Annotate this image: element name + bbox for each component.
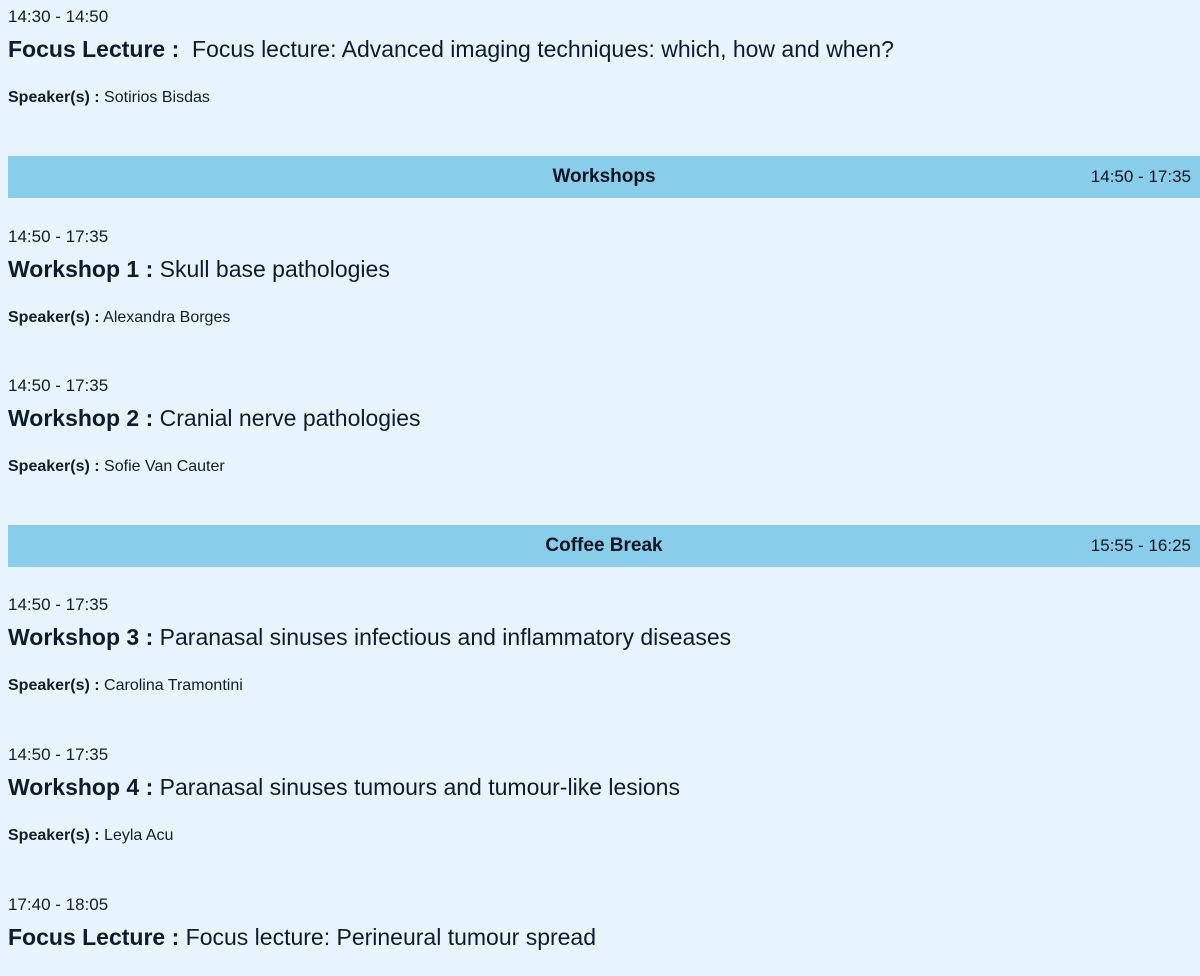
session-focus-lecture-advanced-imaging xyxy=(8,7,1192,108)
session-workshop-4 xyxy=(8,745,1192,846)
session-type: Workshop 2 : xyxy=(8,405,154,431)
session-time: 14:50 - 17:35 xyxy=(8,227,109,246)
session-type: Workshop 4 : xyxy=(8,774,154,800)
session-title-line xyxy=(8,622,1192,652)
section-bar-coffee-break xyxy=(8,525,1200,567)
section-bar-time: 14:50 - 17:35 xyxy=(1090,167,1191,186)
session-title-line xyxy=(8,403,1192,433)
speaker-name: Alexandra Borges xyxy=(103,309,231,326)
speaker-label: Speaker(s) : xyxy=(8,89,100,106)
session-title: Cranial nerve pathologies xyxy=(159,405,421,431)
session-speaker xyxy=(8,457,1192,477)
speaker-label: Speaker(s) : xyxy=(8,677,100,694)
session-speaker xyxy=(8,88,1192,108)
session-title-line xyxy=(8,922,1192,952)
session-workshop-3 xyxy=(8,595,1192,696)
speaker-label: Speaker(s) : xyxy=(8,309,100,326)
session-speaker xyxy=(8,676,1192,696)
session-title-line xyxy=(8,772,1192,802)
session-title: Paranasal sinuses infectious and inflammatory diseases xyxy=(159,624,732,650)
speaker-name: Leyla Acu xyxy=(104,827,174,844)
session-time: 14:30 - 14:50 xyxy=(8,7,109,26)
session-time: 14:50 - 17:35 xyxy=(8,376,109,395)
speaker-name: Sotirios Bisdas xyxy=(104,89,210,106)
session-time: 17:40 - 18:05 xyxy=(8,895,109,914)
section-bar-title: Workshops xyxy=(552,166,656,187)
session-focus-lecture-perineural xyxy=(8,895,1192,952)
speaker-name: Carolina Tramontini xyxy=(104,677,243,694)
section-bar-workshops xyxy=(8,156,1200,198)
session-title: Focus lecture: Advanced imaging techniques: which, how and when? xyxy=(192,36,894,62)
session-speaker xyxy=(8,826,1192,846)
session-type: Workshop 1 : xyxy=(8,256,154,282)
section-bar-title: Coffee Break xyxy=(545,535,663,556)
session-type: Focus Lecture : xyxy=(8,924,180,950)
session-speaker xyxy=(8,308,1192,328)
session-title: Paranasal sinuses tumours and tumour-like lesions xyxy=(159,774,680,800)
session-title: Focus lecture: Perineural tumour spread xyxy=(185,924,597,950)
speaker-label: Speaker(s) : xyxy=(8,458,100,475)
session-workshop-2 xyxy=(8,376,1192,477)
session-workshop-1 xyxy=(8,227,1192,328)
session-title-line xyxy=(8,34,1192,64)
section-bar-time: 15:55 - 16:25 xyxy=(1090,536,1191,555)
session-time: 14:50 - 17:35 xyxy=(8,595,109,614)
session-title: Skull base pathologies xyxy=(159,256,390,282)
session-type: Workshop 3 : xyxy=(8,624,154,650)
speaker-name: Sofie Van Cauter xyxy=(104,458,225,475)
session-type: Focus Lecture : xyxy=(8,36,180,62)
speaker-label: Speaker(s) : xyxy=(8,827,100,844)
session-title-line xyxy=(8,254,1192,284)
session-time: 14:50 - 17:35 xyxy=(8,745,109,764)
